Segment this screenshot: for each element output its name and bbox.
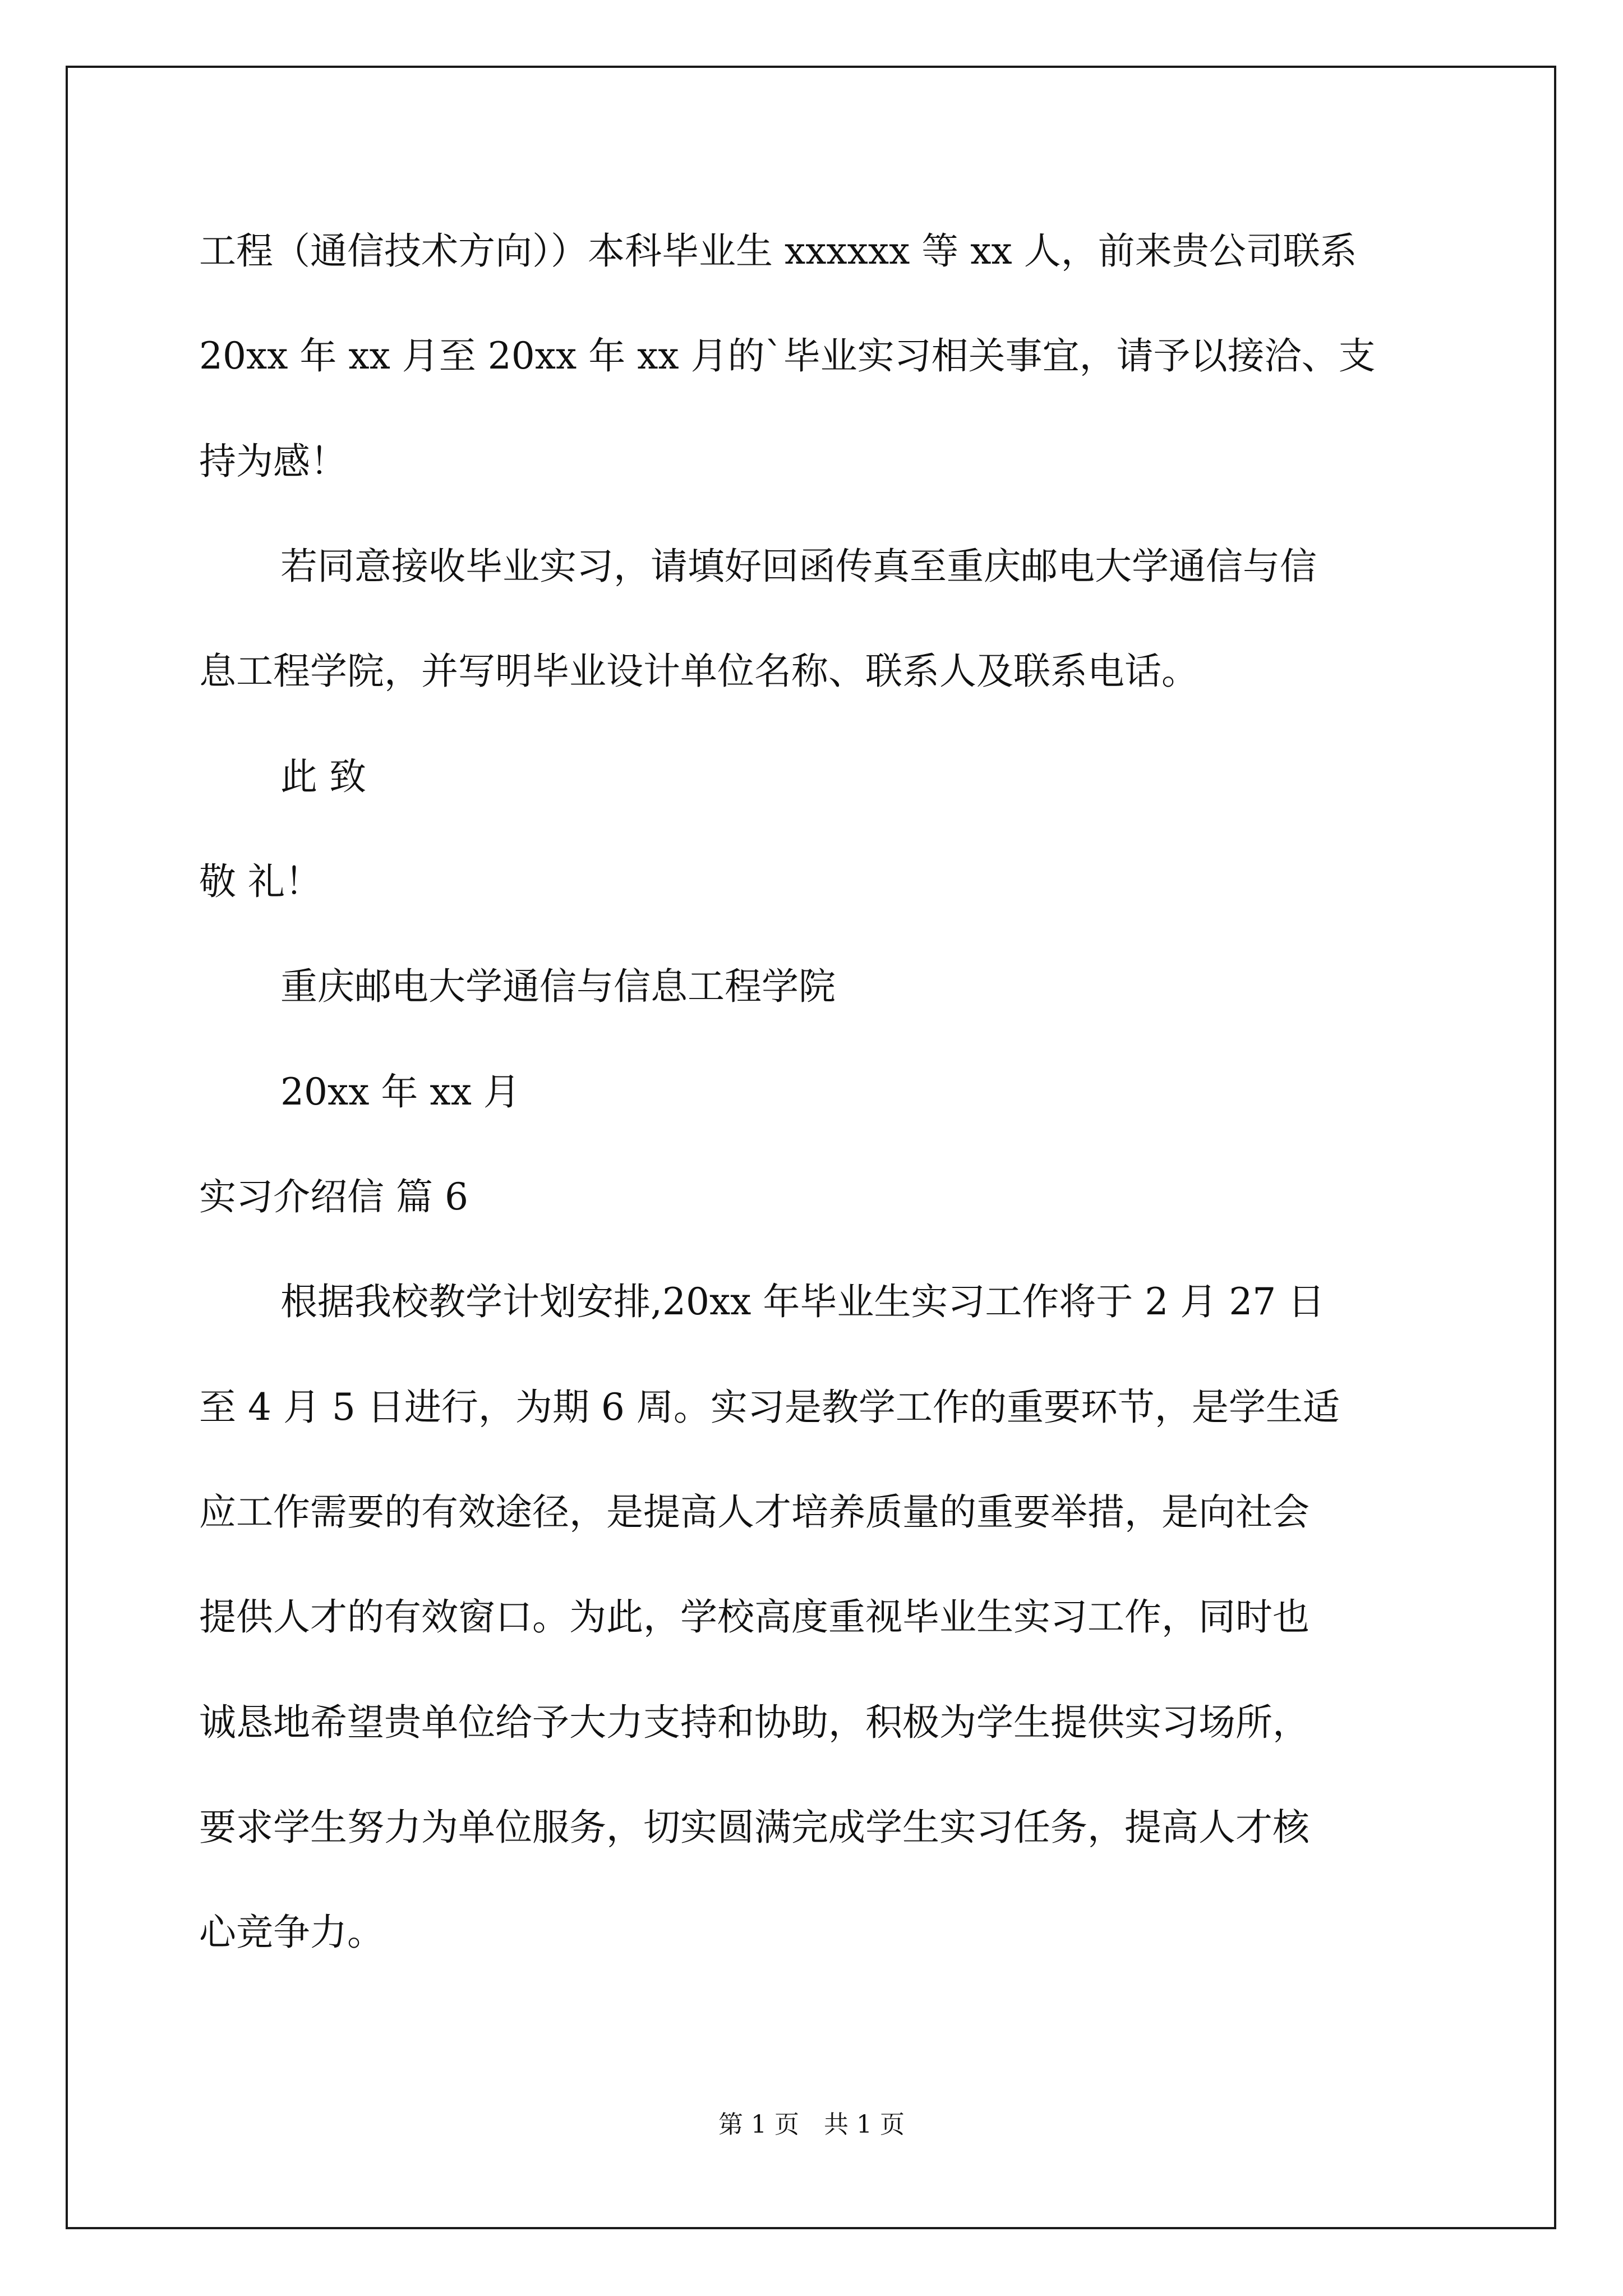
page-footer: 第 1 页 共 1 页 bbox=[718, 2110, 905, 2139]
body-line-14: 提供人才的有效窗口。为此，学校高度重视毕业生实习工作，同时也 bbox=[199, 1595, 1310, 1639]
body-line-4: 若同意接收毕业实习，请填好回函传真至重庆邮电大学通信与信 bbox=[280, 545, 1317, 588]
body-line-3: 持为感！ bbox=[199, 440, 347, 483]
salutation-cizhi: 此 致 bbox=[280, 755, 366, 798]
section-heading: 实习介绍信 篇 6 bbox=[199, 1175, 468, 1218]
body-line-13: 应工作需要的有效途径，是提高人才培养质量的重要举措，是向社会 bbox=[199, 1490, 1310, 1534]
body-line-17: 心竞争力。 bbox=[199, 1911, 384, 1954]
salutation-jingli: 敬 礼！ bbox=[199, 860, 322, 903]
signature-institution: 重庆邮电大学通信与信息工程学院 bbox=[280, 965, 836, 1008]
body-line-2: 20xx 年 xx 月至 20xx 年 xx 月的`毕业实习相关事宜，请予以接洽、支 bbox=[199, 334, 1376, 378]
signature-date: 20xx 年 xx 月 bbox=[280, 1070, 520, 1114]
body-line-1: 工程（通信技术方向））本科毕业生 xxxxxx 等 xx 人，前来贵公司联系 bbox=[199, 229, 1357, 273]
body-line-5: 息工程学院，并写明毕业设计单位名称、联系人及联系电话。 bbox=[199, 650, 1198, 693]
body-line-16: 要求学生努力为单位服务，切实圆满完成学生实习任务，提高人才核 bbox=[199, 1806, 1310, 1849]
page-border bbox=[66, 66, 1556, 2229]
body-line-12: 至 4 月 5 日进行，为期 6 周。实习是教学工作的重要环节，是学生适 bbox=[199, 1386, 1340, 1429]
body-line-15: 诚恳地希望贵单位给予大力支持和协助，积极为学生提供实习场所， bbox=[199, 1701, 1310, 1744]
body-line-11: 根据我校教学计划安排,20xx 年毕业生实习工作将于 2 月 27 日 bbox=[280, 1280, 1325, 1323]
